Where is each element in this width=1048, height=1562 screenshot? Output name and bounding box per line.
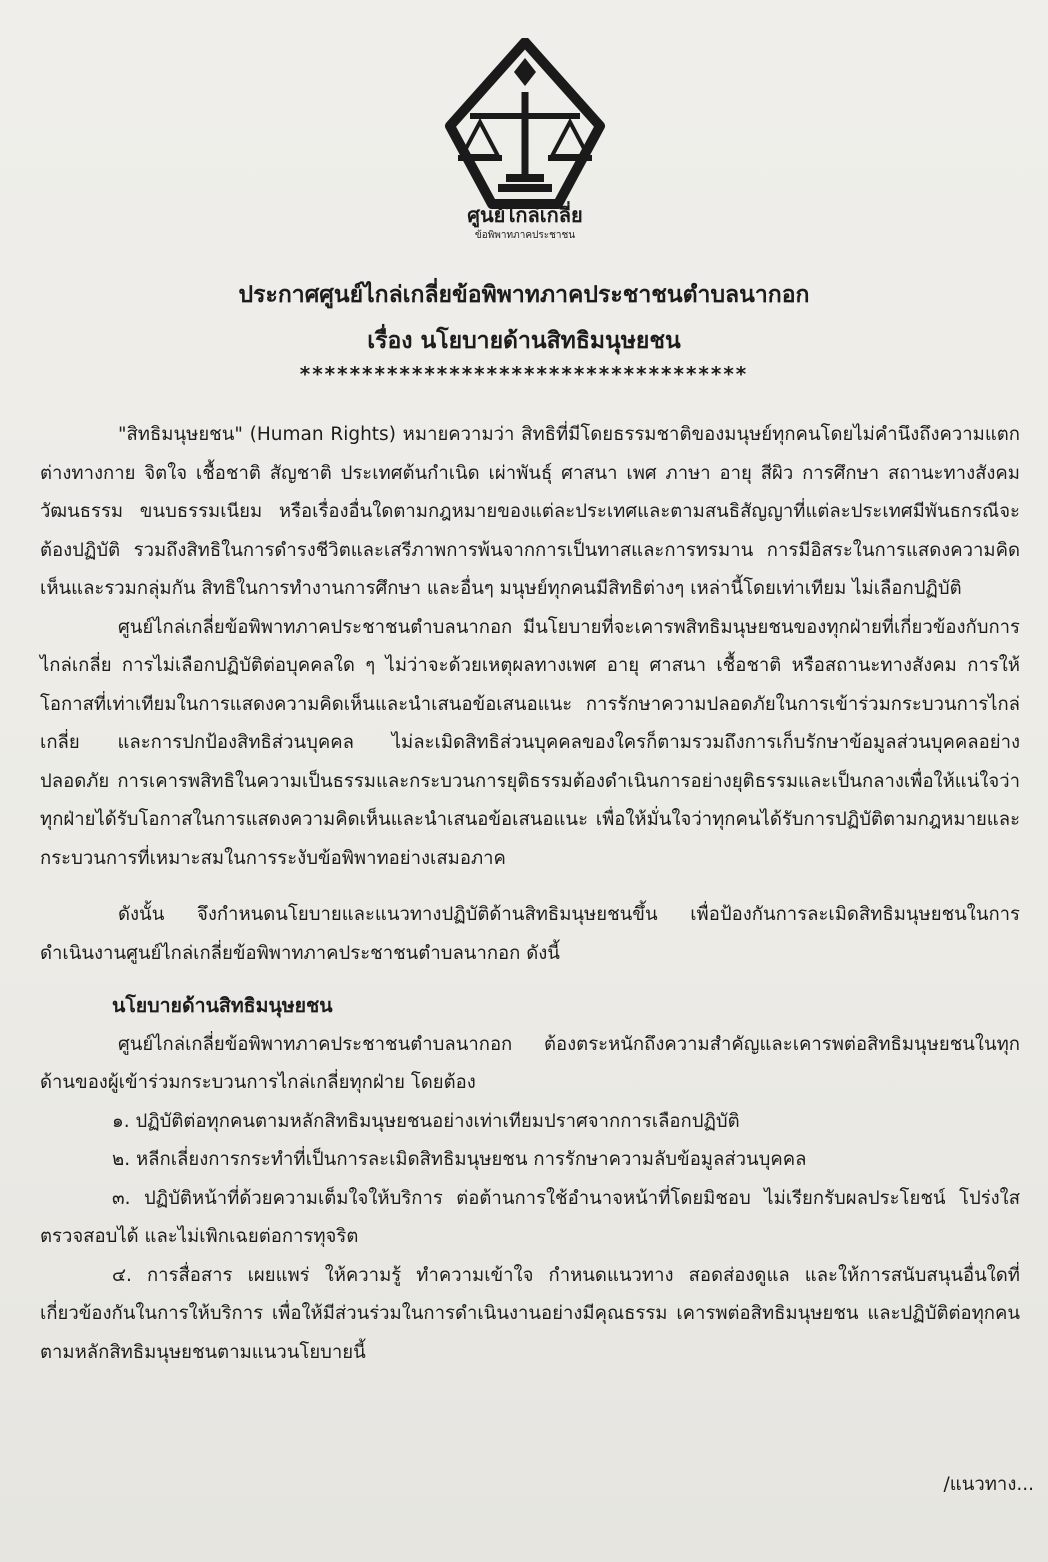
policy-commitment-paragraph: ศูนย์ไกล่เกลี่ยข้อพิพาทภาคประชาชนตำบลนากอก ต้องตระหนักถึงความสำคัญและเคารพต่อสิทธิมนุษยชนในทุกด้านของผู้เข้าร่วมกระบวนการไกล่เกลี่ยทุกฝ่าย โดยต้อง: [40, 1033, 1020, 1093]
policy-item-3: ๓. ปฏิบัติหน้าที่ด้วยความเต็มใจให้บริการ ต่อต้านการใช้อำนาจหน้าที่โดยมิชอบ ไม่เรียกรับผลประโยชน์ โปร่งใส ตรวจสอบได้ และไม่เพิกเฉยต่อการทุจริต: [40, 1187, 1020, 1247]
announcement-subject: เรื่อง นโยบายด้านสิทธิมนุษยชน: [367, 328, 681, 354]
continuation-marker: /แนวทาง...: [943, 1474, 1034, 1495]
policy-item-2: ๒. หลีกเลี่ยงการกระทำที่เป็นการละเมิดสิทธิมนุษยชน การรักษาความลับข้อมูลส่วนบุคคล: [112, 1149, 807, 1170]
policy-purpose-paragraph: ดังนั้น จึงกำหนดนโยบายและแนวทางปฏิบัติด้านสิทธิมนุษยชนขึ้น เพื่อป้องกันการละเมิดสิทธิมนุษยชนในการดำเนินงานศูนย์ไกล่เกลี่ยข้อพิพาทภาคประชาชนตำบลนากอก ดังนี้: [40, 904, 1020, 964]
separator-line: ************************************: [299, 362, 749, 386]
policy-item-1: ๑. ปฏิบัติต่อทุกคนตามหลักสิทธิมนุษยชนอย่างเท่าเทียมปราศจากการเลือกปฏิบัติ: [112, 1110, 740, 1132]
mediation-center-logo: [440, 38, 610, 248]
announcement-body: [40, 416, 1020, 1372]
logo-org-subtitle: ข้อพิพาทภาคประชาชน: [474, 230, 576, 241]
definition-paragraph: "สิทธิมนุษยชน" (Human Rights) หมายความว่า สิทธิที่มีโดยธรรมชาติของมนุษย์ทุกคนโดยไม่คำนึงถึงความแตกต่างทางกาย จิตใจ เชื้อชาติ สัญชาติ ประเทศต้นกำเนิด เผ่าพันธุ์ ศาสนา เพศ ภาษา อายุ สีผิว การศึกษา สถานะทางสังคม วัฒนธรรม ขนบธรรมเนียม หรือเรื่องอื่นใดตามกฎหมายของแต่ละประเทศและตามสนธิสัญญาที่แต่ละประเทศมีพันธกรณีจะต้องปฏิบัติ รวมถึงสิทธิในการดำรงชีวิตและเสรีภาพการพ้นจากการเป็นทาสและการทรมาน การมีอิสระในการแสดงความคิดเห็นและรวมกลุ่มกัน สิทธิในการทำงานการศึกษา และอื่นๆ มนุษย์ทุกคนมีสิทธิต่างๆ เหล่านี้โดยเท่าเทียม ไม่เลือกปฏิบัติ: [40, 424, 1020, 599]
policy-item-4: ๔. การสื่อสาร เผยแพร่ ให้ความรู้ ทำความเข้าใจ กำหนดแนวทาง สอดส่องดูแล และให้การสนับสนุนอื่นใดที่เกี่ยวข้องกันในการให้บริการ เพื่อให้มีส่วนร่วมในการดำเนินงานอย่างมีคุณธรรม เคารพต่อสิทธิมนุษยชน และปฏิบัติต่อทุกคนตามหลักสิทธิมนุษยชนตามแนวนโยบายนี้: [40, 1264, 1020, 1363]
section-title: นโยบายด้านสิทธิมนุษยชน: [112, 994, 333, 1017]
logo-org-name: ศูนย์ไกล่เกลี่ย: [467, 203, 583, 227]
announcement-header: [0, 276, 1048, 386]
announcement-title: ประกาศศูนย์ไกล่เกลี่ยข้อพิพาทภาคประชาชนตำบลนากอก: [238, 282, 810, 308]
policy-intro-paragraph: ศูนย์ไกล่เกลี่ยข้อพิพาทภาคประชาชนตำบลนากอก มีนโยบายที่จะเคารพสิทธิมนุษยชนของทุกฝ่ายที่เกี่ยวข้องกับการไกล่เกลี่ย การไม่เลือกปฏิบัติต่อบุคคลใด ๆ ไม่ว่าจะด้วยเหตุผลทางเพศ อายุ ศาสนา เชื้อชาติ หรือสถานะทางสังคม การให้โอกาสที่เท่าเทียมในการแสดงความคิดเห็นและนำเสนอข้อเสนอแนะ การรักษาความปลอดภัยในการเข้าร่วมกระบวนการไกล่เกลี่ย และการปกป้องสิทธิส่วนบุคคล ไม่ละเมิดสิทธิส่วนบุคคลของใครก็ตามรวมถึงการเก็บรักษาข้อมูลส่วนบุคคลอย่างปลอดภัย การเคารพสิทธิในความเป็นธรรมและกระบวนการยุติธรรมต้องดำเนินการอย่างยุติธรรมและเป็นกลางเพื่อให้แน่ใจว่าทุกฝ่ายได้รับโอกาสในการแสดงความคิดเห็นและนำเสนอข้อเสนอแนะ เพื่อให้มั่นใจว่าทุกคนได้รับการปฏิบัติตามกฎหมายและกระบวนการที่เหมาะสมในการระงับข้อพิพาทอย่างเสมอภาค: [40, 616, 1020, 869]
